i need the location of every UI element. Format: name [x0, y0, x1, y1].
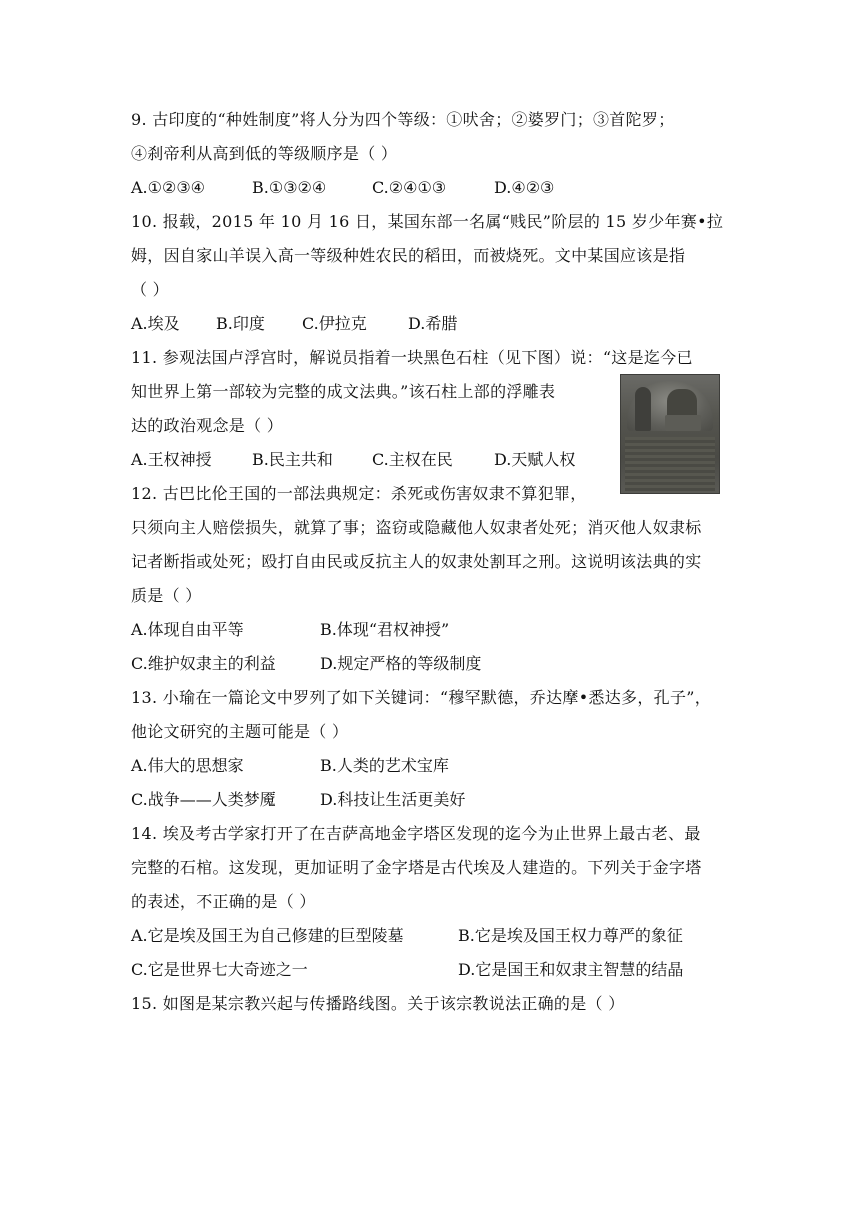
question-14-option-a: A.它是埃及国王为自己修建的巨型陵墓 [131, 926, 404, 945]
question-12-line-2: 只须向主人赔偿损失，就算了事；盗窃或隐藏他人奴隶者处死；消灭他人奴隶标 [131, 518, 702, 537]
question-11-option-d: D.天赋人权 [494, 450, 576, 469]
question-14-line-2: 完整的石棺。这发现，更加证明了金字塔是古代埃及人建造的。下列关于金字塔 [131, 858, 702, 877]
question-13-line-1: 13. 小瑜在一篇论文中罗列了如下关键词：“穆罕默德，乔达摩•悉达多，孔子”， [131, 688, 712, 707]
question-13-option-c: C.战争——人类梦魇 [131, 790, 276, 809]
question-13-option-b: B.人类的艺术宝库 [320, 756, 449, 775]
question-11-line-3: 达的政治观念是（ ） [131, 416, 284, 435]
question-10-option-d: D.希腊 [408, 314, 458, 333]
question-9-line-2: ④刹帝利从高到低的等级顺序是（ ） [131, 144, 398, 163]
question-12-option-d: D.规定严格的等级制度 [320, 654, 482, 673]
question-11-option-a: A.王权神授 [131, 450, 212, 469]
question-9-option-a: A.①②③④ [131, 178, 206, 197]
question-10-option-c: C.伊拉克 [302, 314, 367, 333]
question-10-option-b: B.印度 [216, 314, 265, 333]
question-10-line-3: （ ） [131, 280, 169, 299]
question-11-line-2: 知世界上第一部较为完整的成文法典。”该石柱上部的浮雕表 [131, 382, 556, 401]
hammurabi-stele-image [620, 374, 720, 494]
question-12-option-b: B.体现“君权神授” [320, 620, 450, 639]
question-12-line-3: 记者断指或处死；殴打自由民或反抗主人的奴隶处割耳之刑。这说明该法典的实 [131, 552, 702, 571]
question-11-line-1: 11. 参观法国卢浮宫时，解说员指着一块黑色石柱（见下图）说：“这是迄今已 [131, 348, 693, 367]
question-9-option-d: D.④②③ [494, 178, 555, 197]
question-14-line-3: 的表述，不正确的是（ ） [131, 892, 316, 911]
question-9-option-b: B.①③②④ [252, 178, 327, 197]
question-14-option-b: B.它是埃及国王权力尊严的象征 [458, 926, 683, 945]
question-15-line-1: 15. 如图是某宗教兴起与传播路线图。关于该宗教说法正确的是（ ） [131, 994, 625, 1013]
question-13-option-d: D.科技让生活更美好 [320, 790, 466, 809]
question-13-line-2: 他论文研究的主题可能是（ ） [131, 722, 349, 741]
stele-standing-figure [635, 387, 651, 431]
question-12-line-1: 12. 古巴比伦王国的一部法典规定：杀死或伤害奴隶不算犯罪， [131, 484, 587, 503]
question-9-option-c: C.②④①③ [372, 178, 447, 197]
question-9-line-1: 9. 古印度的“种姓制度”将人分为四个等级：①吠舍；②婆罗门；③首陀罗； [131, 110, 675, 129]
question-10-line-1: 10. 报载，2015 年 10 月 16 日，某国东部一名属“贱民”阶层的 15 岁少年赛•拉 [131, 212, 724, 231]
stele-inscription [625, 437, 715, 491]
question-14-option-c: C.它是世界七大奇迹之一 [131, 960, 308, 979]
question-12-option-c: C.维护奴隶主的利益 [131, 654, 276, 673]
question-10-line-2: 姆，因自家山羊误入高一等级种姓农民的稻田，而被烧死。文中某国应该是指 [131, 246, 686, 265]
question-11-option-c: C.主权在民 [372, 450, 453, 469]
question-13-option-a: A.伟大的思想家 [131, 756, 244, 775]
question-10-option-a: A.埃及 [131, 314, 180, 333]
stele-throne [665, 415, 701, 431]
question-14-line-1: 14. 埃及考古学家打开了在吉萨高地金字塔区发现的迄今为止世界上最古老、最 [131, 824, 701, 843]
question-12-line-4: 质是（ ） [131, 586, 202, 605]
question-11-option-b: B.民主共和 [252, 450, 333, 469]
question-14-option-d: D.它是国王和奴隶主智慧的结晶 [458, 960, 684, 979]
question-12-option-a: A.体现自由平等 [131, 620, 244, 639]
